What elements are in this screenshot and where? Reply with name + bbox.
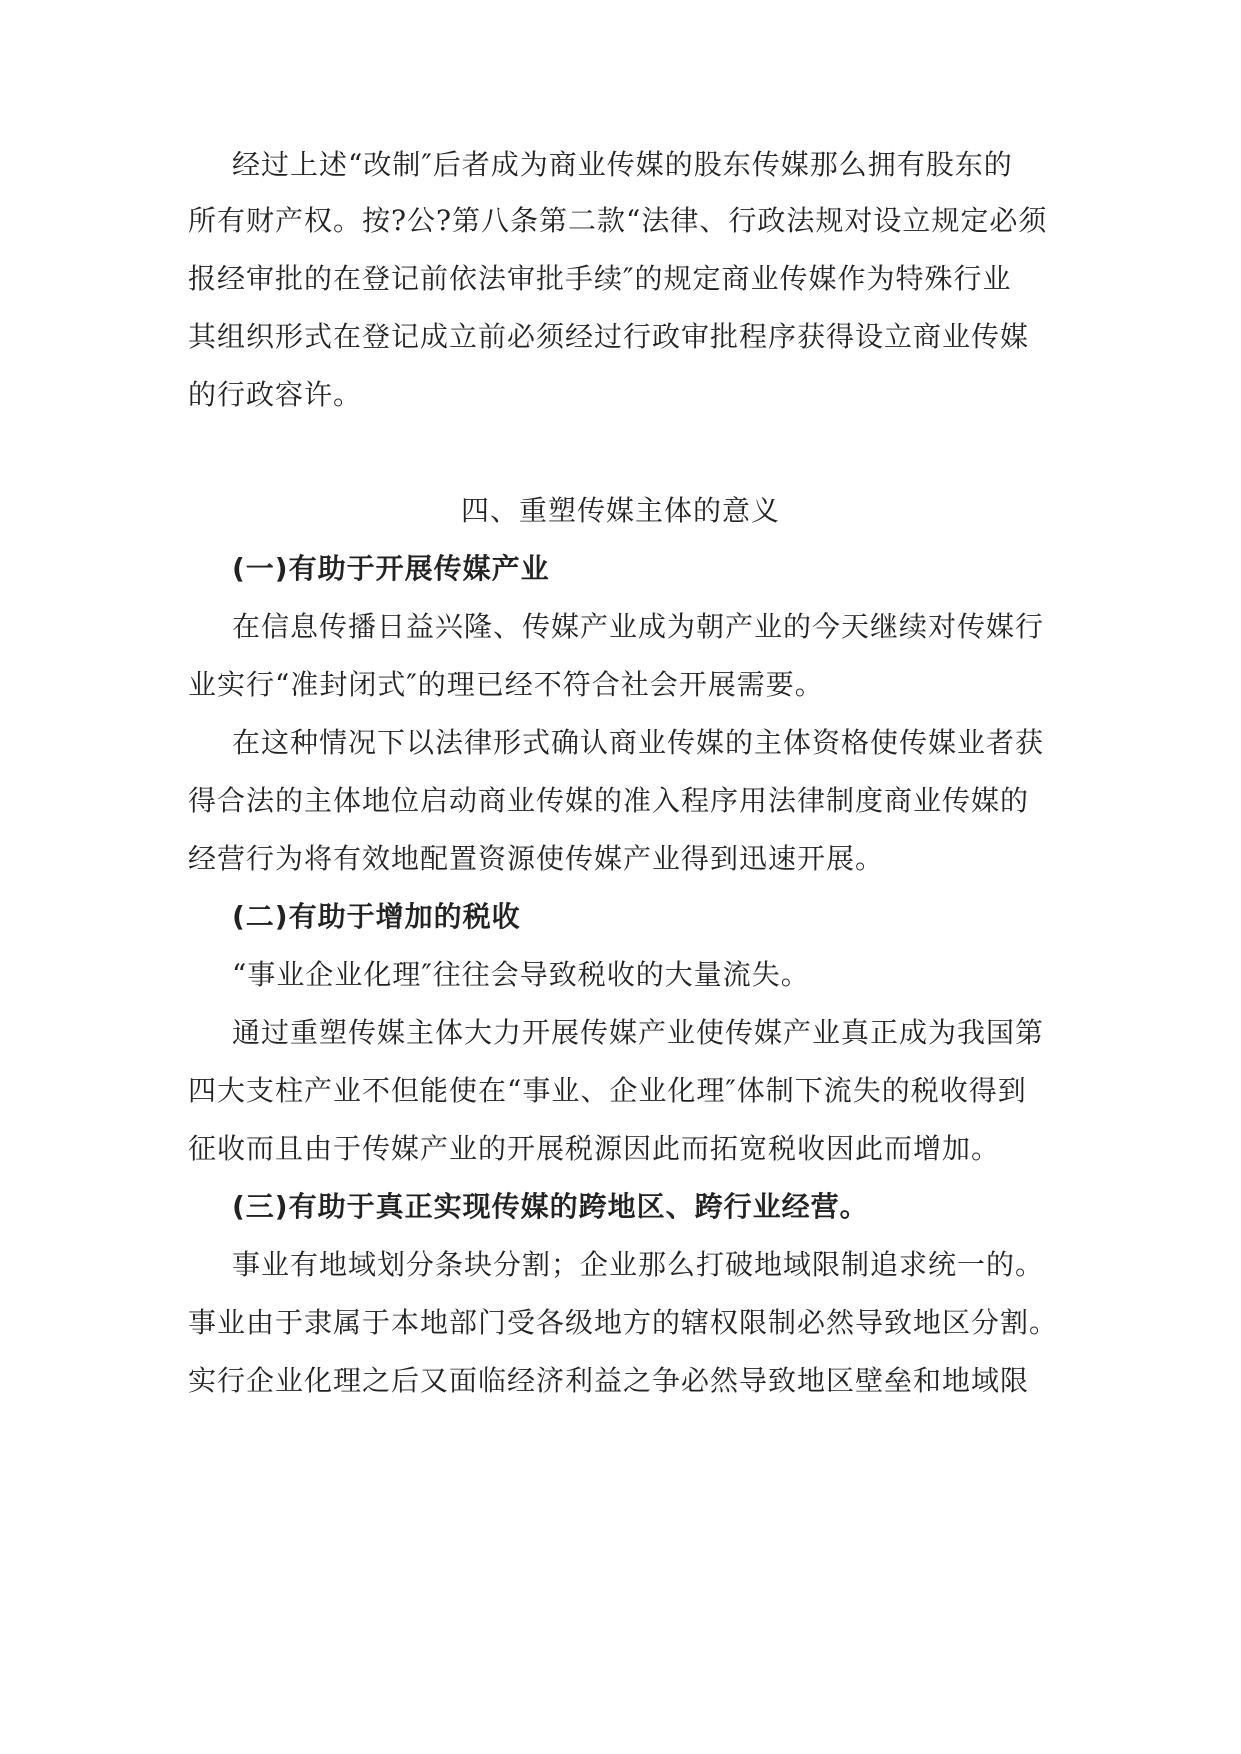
paragraph-5-line-2: 四大支柱产业不但能使在“事业、企业化理″体制下流失的税收得到 [188,1074,1027,1107]
paragraph-2-line-2: 业实行“准封闭式″的理已经不符合社会开展需要。 [188,668,824,701]
paragraph-3-line-1: 在这种情况下以法律形式确认商业传媒的主体资格使传媒业者获 [232,726,1045,759]
paragraph-1-line-2: 所有财产权。按?公?第八条第二款“法律、行政法规对设立规定必须 [188,204,1048,237]
subsection-heading-3: (三)有助于真正实现传媒的跨地区、跨行业经营。 [232,1190,869,1223]
section-title: 四、重塑传媒主体的意义 [460,494,780,527]
subsection-heading-1: (一)有助于开展传媒产业 [232,552,550,585]
paragraph-6-line-3: 实行企业化理之后又面临经济利益之争必然导致地区壁垒和地域限 [188,1364,1030,1397]
paragraph-1-line-4: 其组织形式在登记成立前必须经过行政审批程序获得设立商业传媒 [188,320,1030,353]
paragraph-3-line-2: 得合法的主体地位启动商业传媒的准入程序用法律制度商业传媒的 [188,784,1030,817]
paragraph-1-line-1: 经过上述“改制″后者成为商业传媒的股东传媒那么拥有股东的 [232,148,1013,181]
paragraph-6-line-2: 事业由于隶属于本地部门受各级地方的辖权限制必然导致地区分割。 [188,1306,1059,1339]
paragraph-2-line-1: 在信息传播日益兴隆、传媒产业成为朝产业的今天继续对传媒行 [232,610,1045,643]
subsection-heading-2: (二)有助于增加的税收 [232,900,521,933]
paragraph-5-line-1: 通过重塑传媒主体大力开展传媒产业使传媒产业真正成为我国第 [232,1016,1045,1049]
paragraph-5-line-3: 征收而且由于传媒产业的开展税源因此而拓宽税收因此而增加。 [188,1132,1001,1165]
paragraph-1-line-3: 报经审批的在登记前依法审批手续″的规定商业传媒作为特殊行业 [188,262,1012,295]
paragraph-4-line-1: “事业企业化理″往往会导致税收的大量流失。 [232,958,810,991]
paragraph-1-line-5: 的行政容许。 [188,378,363,411]
paragraph-6-line-1: 事业有地域划分条块分割；企业那么打破地域限制追求统一的。 [232,1248,1045,1281]
paragraph-3-line-3: 经营行为将有效地配置资源使传媒产业得到迅速开展。 [188,842,885,875]
